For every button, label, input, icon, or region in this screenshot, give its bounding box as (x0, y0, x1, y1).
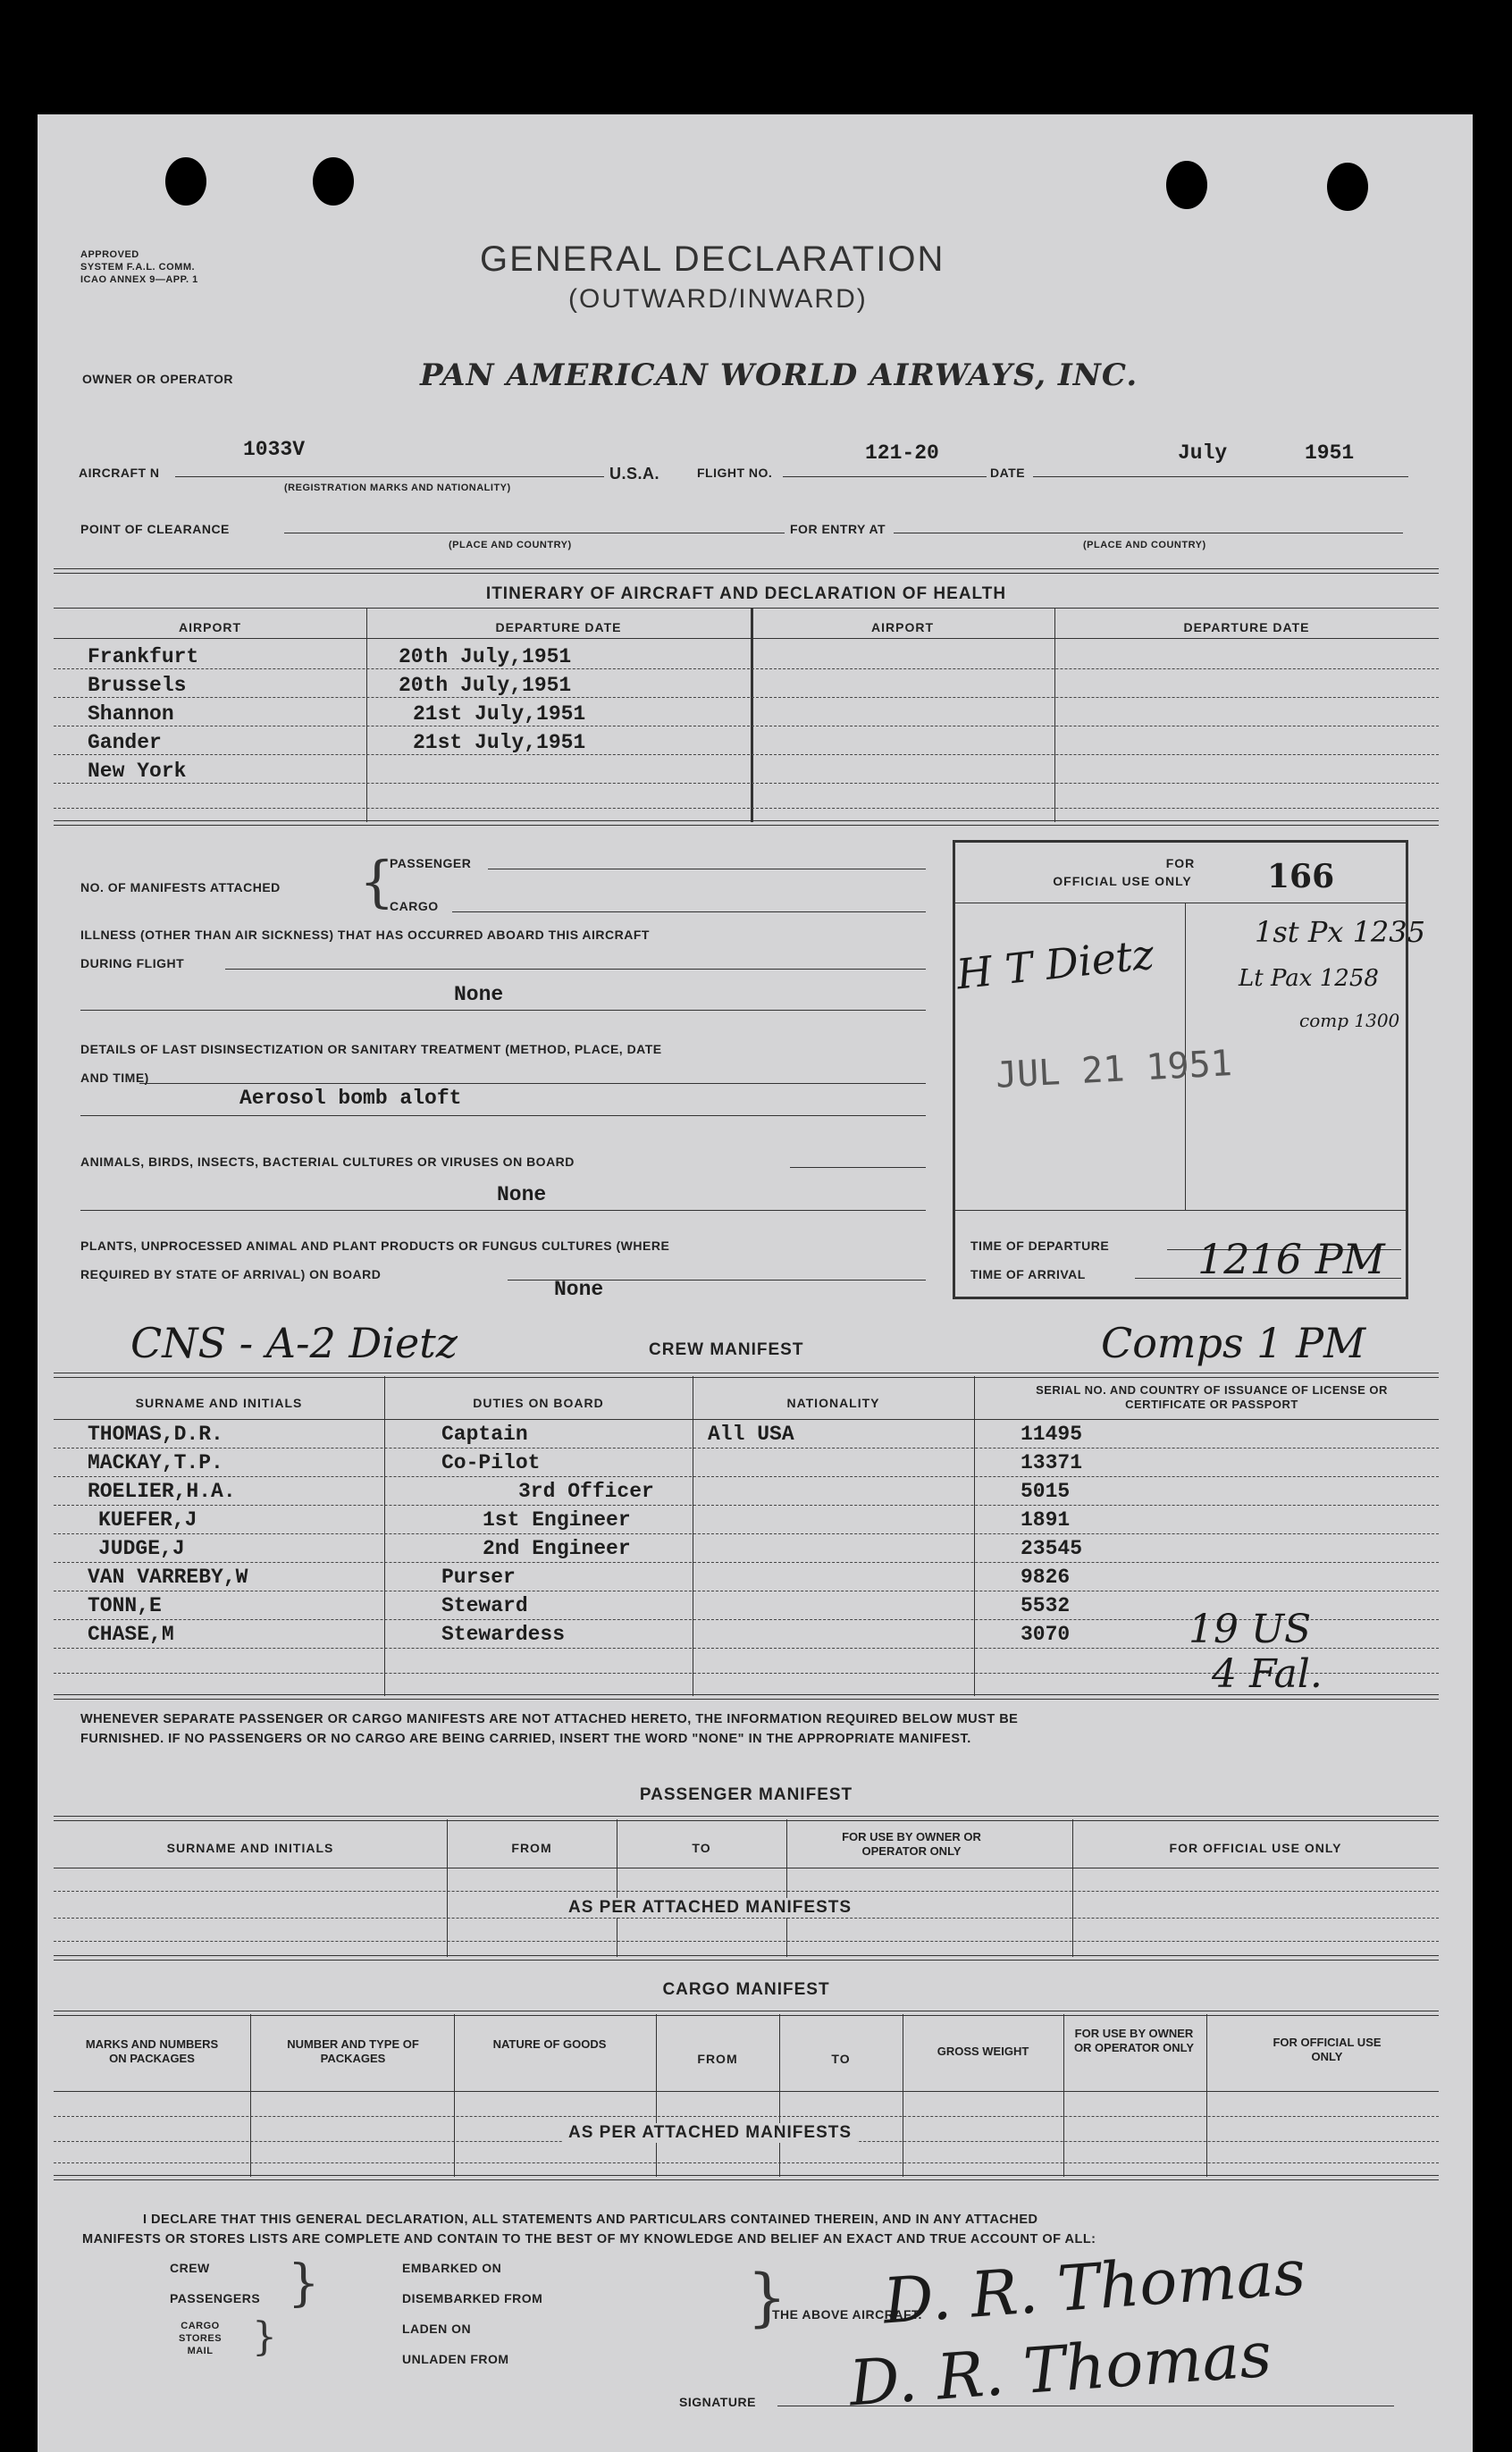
official-number: 166 (1267, 858, 1335, 895)
usa-label: U.S.A. (609, 465, 660, 483)
plants-value: None (554, 1278, 604, 1301)
official-note: comp 1300 (1299, 1010, 1400, 1031)
captain-signature-2: D. R. Thomas (846, 2317, 1274, 2421)
official-label-1: FOR (1165, 856, 1196, 870)
embarked-label: EMBARKED ON (402, 2261, 502, 2275)
date-year: 1951 (1305, 441, 1355, 465)
crew-count-note-2: 4 Fal. (1212, 1651, 1323, 1697)
cargo-label: CARGO STORES MAIL (179, 2321, 223, 2356)
passenger-col-from: FROM (511, 1841, 552, 1855)
illness-value: None (454, 983, 504, 1006)
crew-duty: 1st Engineer (483, 1508, 631, 1532)
passenger-col-to: TO (692, 1841, 711, 1855)
crew-nationality: All USA (708, 1423, 794, 1446)
passenger-col-official: FOR OFFICIAL USE ONLY (1169, 1841, 1342, 1855)
manifest-notice: WHENEVER SEPARATE PASSENGER OR CARGO MANIFESTS ARE NOT ATTACHED HERETO, THE INFORMATION REQUIRED BELOW MUST BE (80, 1712, 1019, 1726)
manifests-brace: { (359, 849, 395, 914)
cargo-manifest-title: CARGO MANIFEST (662, 1980, 830, 1999)
cargo-col-to: TO (831, 2052, 851, 2066)
inspector-signature: H T Dietz (953, 929, 1156, 999)
official-note: 1st Px 1235 (1255, 915, 1425, 949)
declaration-text-2: MANIFESTS OR STORES LISTS ARE COMPLETE AND CONTAIN TO THE BEST OF MY KNOWLEDGE AND BELIEF AN EXACT AND TRUE ACCOUNT OF ALL: (82, 2232, 1096, 2246)
owner-name: PAN AMERICAN WORLD AIRWAYS, INC. (420, 357, 1138, 393)
cargo-col-marks: MARKS AND NUMBERS ON PACKAGES (85, 2037, 219, 2065)
itinerary-col-airport-2: AIRPORT (871, 620, 934, 634)
crew-duty: Stewardess (441, 1623, 566, 1646)
itinerary-airport: Brussels (88, 674, 187, 697)
crew-duty: 2nd Engineer (483, 1537, 631, 1560)
crew-serial: 5532 (1021, 1594, 1071, 1617)
plants-label: PLANTS, UNPROCESSED ANIMAL AND PLANT PRODUCTS OR FUNGUS CULTURES (WHERE (80, 1239, 670, 1253)
crew-duty: Co-Pilot (441, 1451, 541, 1474)
cargo-col-number: NUMBER AND TYPE OF PACKAGES (287, 2037, 419, 2065)
crew-name: CHASE,M (88, 1623, 174, 1646)
crew-serial: 11495 (1021, 1423, 1083, 1446)
date-month: July (1178, 441, 1228, 465)
passenger-manifest-title: PASSENGER MANIFEST (639, 1785, 853, 1804)
clearance-label: POINT OF CLEARANCE (80, 522, 230, 536)
crew-col-serial: SERIAL NO. AND COUNTRY OF ISSUANCE OF LICENSE OR CERTIFICATE OR PASSPORT (1036, 1383, 1388, 1411)
crew-duty: Captain (441, 1423, 528, 1446)
animals-label: ANIMALS, BIRDS, INSECTS, BACTERIAL CULTURES OR VIRUSES ON BOARD (80, 1155, 575, 1169)
crew-duty: Steward (441, 1594, 528, 1617)
crew-count-note: 19 US (1189, 1607, 1312, 1652)
crew-name: THOMAS,D.R. (88, 1423, 223, 1446)
passengers-label: PASSENGERS (170, 2291, 261, 2305)
crew-annotation-right: Comps 1 PM (1101, 1319, 1366, 1367)
aircraft-value: 1033V (243, 438, 306, 461)
date-label: DATE (990, 466, 1026, 480)
cargo-col-official: FOR OFFICIAL USE ONLY (1273, 2036, 1382, 2063)
crew-name: MACKAY,T.P. (88, 1451, 223, 1474)
illness-label-2: DURING FLIGHT (80, 956, 185, 970)
official-label-2: OFFICIAL USE ONLY (1053, 874, 1192, 888)
owner-label: OWNER OR OPERATOR (82, 372, 233, 386)
itinerary-date: 21st July,1951 (413, 702, 586, 726)
crew-serial: 13371 (1021, 1451, 1083, 1474)
arrival-time-value: 1216 PM (1197, 1235, 1385, 1283)
itinerary-date: 20th July,1951 (399, 674, 572, 697)
crew-annotation-left: CNS - A-2 Dietz (130, 1319, 458, 1367)
laden-label: LADEN ON (402, 2322, 472, 2336)
entry-label: FOR ENTRY AT (790, 522, 886, 536)
crew-name: ROELIER,H.A. (88, 1480, 236, 1503)
declaration-brace: } (288, 2255, 320, 2313)
clearance-note: (PLACE AND COUNTRY) (449, 540, 572, 550)
passenger-manifest-stamp: AS PER ATTACHED MANIFESTS (563, 1898, 857, 1918)
flight-value: 121-20 (865, 441, 939, 465)
disinsect-value: Aerosol bomb aloft (239, 1087, 462, 1110)
itinerary-airport: Shannon (88, 702, 174, 726)
crew-serial: 3070 (1021, 1623, 1071, 1646)
crew-col-nationality: NATIONALITY (786, 1396, 880, 1410)
cargo-count-label: CARGO (390, 899, 439, 913)
cargo-col-owner: FOR USE BY OWNER OR OPERATOR ONLY (1073, 2027, 1195, 2054)
disinsect-label-2: AND TIME) (80, 1071, 149, 1085)
unladen-label: UNLADEN FROM (402, 2352, 509, 2366)
captain-signature: D. R. Thomas (880, 2235, 1308, 2339)
itinerary-airport: Gander (88, 731, 162, 754)
crew-name: VAN VARREBY,W (88, 1566, 248, 1589)
cargo-col-weight: GROSS WEIGHT (937, 2045, 1029, 2058)
plants-label-2: REQUIRED BY STATE OF ARRIVAL) ON BOARD (80, 1267, 382, 1281)
itinerary-airport: New York (88, 760, 187, 783)
manifests-label: NO. OF MANIFESTS ATTACHED (80, 880, 281, 894)
declaration-text: I DECLARE THAT THIS GENERAL DECLARATION, ALL STATEMENTS AND PARTICULARS CONTAINED THEREIN, AND IN ANY ATTACHED (143, 2213, 1038, 2227)
entry-note: (PLACE AND COUNTRY) (1083, 540, 1206, 550)
page-subtitle: (OUTWARD/INWARD) (568, 284, 868, 314)
punch-hole (1166, 161, 1207, 209)
approval-note: APPROVED SYSTEM F.A.L. COMM. ICAO ANNEX 9—APP. 1 (80, 249, 198, 285)
declaration-brace-3: } (747, 2261, 787, 2334)
illness-label: ILLNESS (OTHER THAN AIR SICKNESS) THAT HAS OCCURRED ABOARD THIS AIRCRAFT (80, 928, 650, 942)
declaration-brace-2: } (252, 2314, 277, 2360)
itinerary-col-date-2: DEPARTURE DATE (1183, 620, 1310, 634)
aircraft-label: AIRCRAFT N (79, 466, 160, 480)
passenger-count-label: PASSENGER (390, 856, 472, 870)
disembarked-label: DISEMBARKED FROM (402, 2291, 543, 2305)
itinerary-title: ITINERARY OF AIRCRAFT AND DECLARATION OF HEALTH (485, 584, 1007, 603)
passenger-col-name: SURNAME AND INITIALS (166, 1841, 334, 1855)
signature-label: SIGNATURE (679, 2395, 756, 2409)
itinerary-date: 21st July,1951 (413, 731, 586, 754)
crew-col-duty: DUTIES ON BOARD (473, 1396, 604, 1410)
itinerary-airport: Frankfurt (88, 645, 199, 668)
registration-note: (REGISTRATION MARKS AND NATIONALITY) (284, 483, 511, 493)
crew-manifest-title: CREW MANIFEST (649, 1340, 804, 1359)
crew-serial: 23545 (1021, 1537, 1083, 1560)
above-aircraft-label: THE ABOVE AIRCRAFT. (772, 2307, 922, 2322)
manifest-notice-2: FURNISHED. IF NO PASSENGERS OR NO CARGO ARE BEING CARRIED, INSERT THE WORD "NONE" IN THE APPROPRIATE MANIFEST. (80, 1732, 971, 1746)
disinsect-label: DETAILS OF LAST DISINSECTIZATION OR SANITARY TREATMENT (METHOD, PLACE, DATE (80, 1042, 662, 1056)
crew-serial: 1891 (1021, 1508, 1071, 1532)
punch-hole (313, 157, 354, 206)
crew-name: TONN,E (88, 1594, 162, 1617)
cargo-col-nature: NATURE OF GOODS (492, 2037, 607, 2051)
itinerary-col-date: DEPARTURE DATE (495, 620, 622, 634)
date-stamp: JUL 21 1951 (994, 1043, 1233, 1096)
crew-col-name: SURNAME AND INITIALS (135, 1396, 303, 1410)
arrival-time-label: TIME OF ARRIVAL (970, 1267, 1086, 1281)
crew-duty: 3rd Officer (518, 1480, 654, 1503)
crew-label: CREW (170, 2261, 210, 2275)
cargo-col-from: FROM (697, 2052, 738, 2066)
flight-label: FLIGHT NO. (697, 466, 773, 480)
departure-time-label: TIME OF DEPARTURE (970, 1239, 1110, 1253)
punch-hole (1327, 163, 1368, 211)
crew-serial: 5015 (1021, 1480, 1071, 1503)
crew-serial: 9826 (1021, 1566, 1071, 1589)
official-note: Lt Pax 1258 (1239, 965, 1379, 992)
cargo-manifest-stamp: AS PER ATTACHED MANIFESTS (563, 2123, 857, 2143)
crew-name: JUDGE,J (98, 1537, 185, 1560)
itinerary-col-airport: AIRPORT (179, 620, 241, 634)
itinerary-date: 20th July,1951 (399, 645, 572, 668)
animals-value: None (497, 1183, 547, 1206)
crew-name: KUEFER,J (98, 1508, 197, 1532)
crew-duty: Purser (441, 1566, 516, 1589)
punch-hole (165, 157, 206, 206)
page-title: GENERAL DECLARATION (480, 239, 945, 279)
passenger-col-owner: FOR USE BY OWNER OR OPERATOR ONLY (842, 1830, 981, 1858)
